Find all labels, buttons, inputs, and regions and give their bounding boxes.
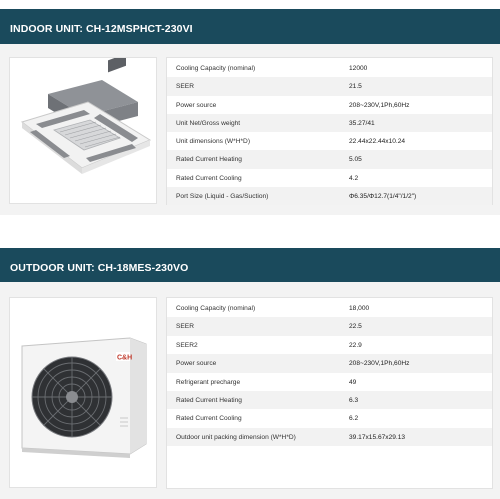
table-row	[167, 354, 492, 372]
spec-label: Power source	[176, 360, 217, 368]
spec-value: 39.17x15.67x29.13	[349, 433, 406, 441]
table-row	[167, 114, 492, 132]
spec-value: 4.2	[349, 174, 359, 182]
spec-value: 22.44x22.44x10.24	[349, 138, 406, 146]
spec-value: 5.05	[349, 156, 362, 164]
spec-label: Unit dimensions (W*H*D)	[176, 138, 251, 146]
table-row	[167, 187, 492, 205]
indoor-spec-table	[166, 57, 493, 205]
spec-label: Cooling Capacity (nominal)	[176, 65, 256, 72]
spec-label: Unit Net/Gross weight	[176, 119, 241, 127]
spec-value: 6.3	[349, 396, 359, 404]
spec-value: 35.27/41	[349, 119, 375, 127]
spec-value: 208~230V,1Ph,60Hz	[349, 360, 410, 368]
spec-label: Rated Current Cooling	[176, 415, 242, 423]
spec-value: 22.9	[349, 341, 362, 349]
spec-value: 6.2	[349, 415, 359, 423]
spec-label: Rated Current Cooling	[176, 174, 242, 182]
spec-label: Rated Current Heating	[176, 156, 242, 164]
outdoor-unit-photo	[9, 297, 157, 488]
indoor-unit-section	[0, 0, 500, 215]
outdoor-unit-section	[0, 248, 500, 499]
table-row	[167, 77, 492, 95]
spec-label: Outdoor unit packing dimension (W*H*D)	[176, 433, 296, 441]
spec-value: 12000	[349, 65, 368, 72]
table-row	[167, 150, 492, 168]
table-row	[167, 336, 492, 354]
spec-label: Port Size (Liquid - Gas/Suction)	[176, 193, 269, 201]
indoor-unit-body	[0, 44, 500, 215]
outdoor-unit-title: OUTDOOR UNIT: CH-18MES-230VO	[0, 248, 500, 282]
outdoor-spec-table	[166, 297, 493, 489]
table-row	[167, 428, 492, 446]
spec-value: 21.5	[349, 83, 362, 91]
table-row	[167, 132, 492, 150]
table-row	[167, 169, 492, 187]
spec-label: Rated Current Heating	[176, 396, 242, 404]
spec-label: SEER2	[176, 341, 198, 349]
spec-label: SEER	[176, 83, 194, 91]
outdoor-condenser-unit-icon	[10, 298, 158, 489]
spec-value: Φ6.35/Φ12.7(1/4"/1/2")	[349, 193, 417, 201]
indoor-unit-title: INDOOR UNIT: CH-12MSPHCT-230VI	[0, 9, 500, 44]
table-row	[167, 409, 492, 427]
indoor-unit-photo	[9, 57, 157, 204]
spec-label: Refrigerant precharge	[176, 378, 241, 386]
spec-value: 22.5	[349, 323, 362, 331]
ceiling-cassette-unit-icon	[10, 58, 158, 205]
spec-value: 18,000	[349, 305, 370, 312]
table-row	[167, 373, 492, 391]
spec-label: Cooling Capacity (nominal)	[176, 305, 256, 312]
brand-logo: C&H	[117, 354, 133, 362]
outdoor-unit-body	[0, 282, 500, 499]
top-strip	[0, 0, 500, 9]
spec-value: 49	[349, 378, 357, 386]
table-row	[167, 391, 492, 409]
spec-label: Power source	[176, 101, 217, 109]
table-row	[167, 299, 492, 317]
spec-label: SEER	[176, 323, 194, 331]
table-row	[167, 96, 492, 114]
table-row	[167, 59, 492, 77]
spec-value: 208~230V,1Ph,60Hz	[349, 101, 410, 109]
table-row	[167, 317, 492, 335]
